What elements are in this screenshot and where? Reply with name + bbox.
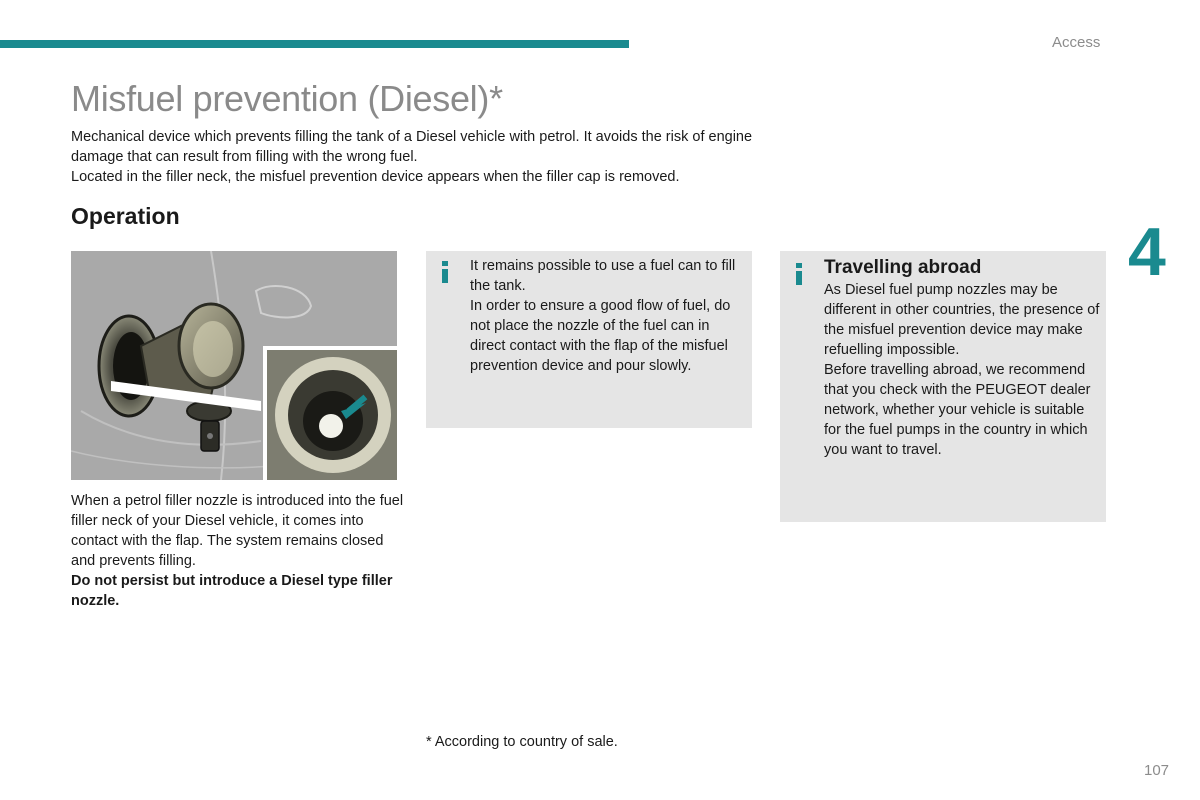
header-accent-bar (0, 40, 629, 48)
chapter-number: 4 (1128, 214, 1166, 290)
info-box-text: In order to ensure a good flow of fuel, do not place the nozzle of the fuel can in direct contact with the flap of the misfuel prevention device and pour slowly. (470, 298, 731, 374)
footnote: * According to country of sale. (426, 734, 618, 750)
operation-heading: Operation (71, 203, 180, 229)
intro-text (71, 127, 771, 187)
info-box-travelling-abroad (780, 251, 1106, 522)
page-number: 107 (1144, 762, 1170, 779)
info-icon (440, 261, 450, 283)
section-label: Access (1052, 34, 1101, 51)
operation-bold-note: Do not persist but introduce a Diesel type filler nozzle. (71, 573, 393, 609)
info-box-text: Before travelling abroad, we recommend that you check with the PEUGEOT dealer network, whether your vehicle is suitable for the fuel pumps in the country in which you want to travel. (824, 362, 1091, 458)
intro-paragraph: Mechanical device which prevents filling the tank of a Diesel vehicle with petrol. It avoids the risk of engine damage that can result from filling with the wrong fuel. (71, 129, 753, 165)
info-box-text: As Diesel fuel pump nozzles may be different in other countries, the presence of the misfuel prevention device may make refuelling impossible. (824, 282, 1100, 358)
operation-text (71, 491, 406, 611)
page-title: Misfuel prevention (Diesel)* (71, 78, 503, 119)
info-box-title: Travelling abroad (824, 257, 982, 278)
info-icon (794, 263, 804, 285)
operation-paragraph: When a petrol filler nozzle is introduced into the fuel filler neck of your Diesel vehicle, it comes into contact with the flap. The system remains closed and prevents filling. (71, 493, 404, 569)
info-box-text: It remains possible to use a fuel can to fill the tank. (470, 258, 736, 294)
filler-neck-illustration (71, 251, 397, 480)
intro-paragraph: Located in the filler neck, the misfuel prevention device appears when the filler cap is removed. (71, 169, 680, 185)
info-box-fuel-can (426, 251, 752, 428)
